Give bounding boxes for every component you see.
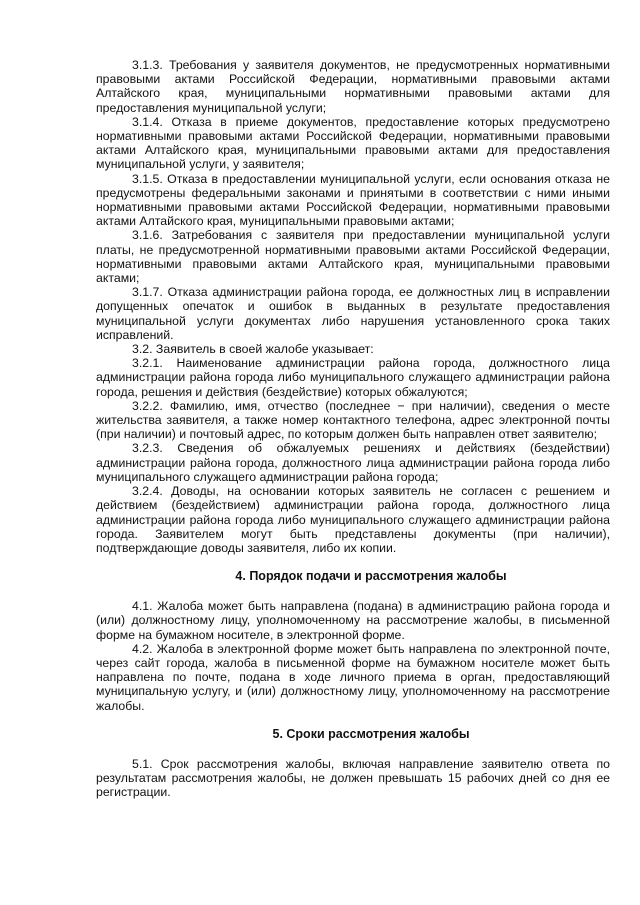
paragraph-3-2-2: 3.2.2. Фамилию, имя, отчество (последнее − при наличии), сведения о месте жительства заявителя, а также номер контактного телефона, адрес электронной почты (при наличии) и почтовый адрес, по которым должен быть направлен ответ заявителю; <box>96 398 610 442</box>
paragraph-3-2-3: 3.2.3. Сведения об обжалуемых решениях и действиях (бездействии) администрации района города, должностного лица администрации района города либо муниципального служащего администрации района города; <box>96 441 610 484</box>
paragraph-4-2: 4.2. Жалоба в электронной форме может быть направлена по электронной почте, через сайт города, жалоба в письменной форме на бумажном носителе может быть направлена по почте, подана в ходе личного приема в орган, предоставляющий муниципальную услугу, и (или) должностному лицу, уполномоченному на рассмотрение жалобы. <box>96 641 610 713</box>
paragraph-3-2-4: 3.2.4. Доводы, на основании которых заявитель не согласен с решением и действием (бездействием) администрации района города, должностного лица администрации района города либо муниципального служащего администрации района города. Заявителем могут быть представлены документы (при наличии), подтверждающие доводы заявителя, либо их копии. <box>96 484 610 555</box>
paragraph-3-2: 3.2. Заявитель в своей жалобе указывает: <box>132 342 374 357</box>
paragraph-3-1-6: 3.1.6. Затребования с заявителя при предоставлении муниципальной услуги платы, не предусмотренной нормативными правовыми актами Российской Федерации, нормативными правовыми актами Алтайского края, муниципальными правовыми актами; <box>96 228 610 286</box>
section-heading-4: 4. Порядок подачи и рассмотрения жалобы <box>235 569 507 584</box>
paragraph-3-1-5: 3.1.5. Отказа в предоставлении муниципальной услуги, если основания отказа не предусмотрены федеральными законами и принятыми в соответствии с ними иными нормативными правовыми актами Российской Федерации, нормативными правовыми актами Алтайского края, муниципальными правовыми актами; <box>96 171 610 229</box>
paragraph-5-1: 5.1. Срок рассмотрения жалобы, включая направление заявителю ответа по результатам рассмотрения жалобы, не должен превышать 15 рабочих дней со дня ее регистрации. <box>96 756 610 800</box>
paragraph-3-1-3: 3.1.3. Требования у заявителя документов, не предусмотренных нормативными правовыми актами Российской Федерации, нормативными правовыми актами Алтайского края, муниципальными нормативными правовыми актами для предоставления муниципальной услуги; <box>96 58 610 115</box>
paragraph-3-1-4: 3.1.4. Отказа в приеме документов, предоставление которых предусмотрено нормативными правовыми актами Российской Федерации, нормативными правовыми актами Алтайского края, муниципальными правовыми актами для предоставления муниципальной услуги, у заявителя; <box>96 114 610 172</box>
paragraph-3-2-1: 3.2.1. Наименование администрации района города, должностного лица администрации района города либо муниципального служащего администрации района города, решения и действия (бездействие) которых обжалуются; <box>96 356 610 399</box>
paragraph-4-1: 4.1. Жалоба может быть направлена (подана) в администрацию района города и (или) должностному лицу, уполномоченному на рассмотрение жалобы, в письменной форме на бумажном носителе, в электронной форме. <box>96 599 610 642</box>
paragraph-3-1-7: 3.1.7. Отказа администрации района города, ее должностных лиц в исправлении допущенных опечаток и ошибок в выданных в результате предоставления муниципальной услуги документах либо нарушения установленного срока таких исправлений. <box>96 285 610 342</box>
section-heading-5: 5. Сроки рассмотрения жалобы <box>272 726 470 741</box>
